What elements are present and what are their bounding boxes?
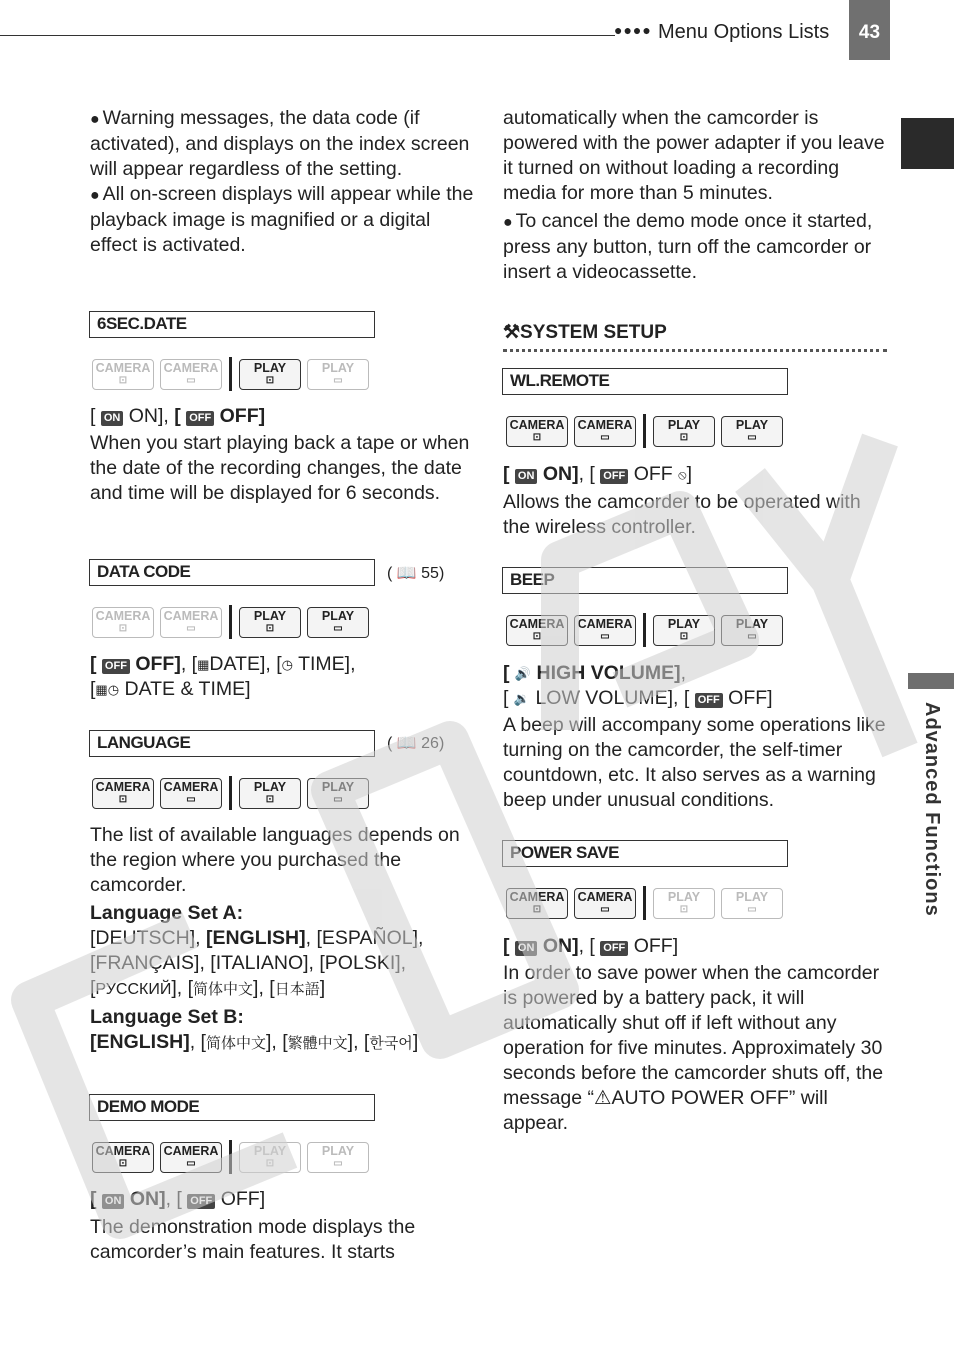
calendar-clock-icon: ▦◷ <box>95 682 120 697</box>
mode-icons-wlremote <box>506 413 789 449</box>
speaker-high-icon: 🔊 <box>514 666 532 681</box>
intro-notes <box>90 106 475 258</box>
mode-icons-beep <box>506 612 789 648</box>
mode-play-card-icon: PLAY ▭ <box>307 607 369 638</box>
mode-icons-demo <box>92 1139 375 1175</box>
options-demo: [ ON ON], [ OFF OFF] <box>90 1188 266 1210</box>
language-set-a-title: Language Set A: <box>90 902 244 924</box>
desc-beep: A beep will accompany some operations like turning on the camcorder, the self-timer countdown, etc. It also serves as a warning beep under unusual conditions. <box>503 714 886 811</box>
mode-icons-language <box>92 775 375 811</box>
speaker-low-icon: 🔉 <box>513 691 531 706</box>
mode-separator <box>643 613 646 647</box>
section-tab <box>901 118 954 169</box>
mode-play-tape-icon: PLAY ⊡ <box>653 888 715 919</box>
remote-off-icon: ⦸ <box>678 467 687 482</box>
menu-wl-remote: WL.REMOTE <box>502 368 788 395</box>
mode-camera-card-icon: CAMERA ▭ <box>160 607 222 638</box>
book-icon: 📖 <box>396 565 417 582</box>
mode-separator <box>643 414 646 448</box>
mode-camera-card-icon: CAMERA ▭ <box>160 359 222 390</box>
warning-icon: ⚠ <box>594 1087 612 1109</box>
mode-play-card-icon: PLAY ▭ <box>307 778 369 809</box>
menu-6sec-date: 6SEC.DATE <box>89 311 375 338</box>
mode-camera-tape-icon: CAMERA ⊡ <box>92 1142 154 1173</box>
mode-camera-card-icon: CAMERA ▭ <box>160 1142 222 1173</box>
mode-icons-datacode <box>92 604 375 640</box>
wrench-icon: ⚒ <box>503 322 521 343</box>
mode-camera-card-icon: CAMERA ▭ <box>574 416 636 447</box>
mode-camera-card-icon: CAMERA ▭ <box>574 615 636 646</box>
mode-separator <box>229 776 232 810</box>
side-label: Advanced Functions <box>921 702 943 917</box>
mode-play-card-icon: PLAY ▭ <box>721 416 783 447</box>
option-beep-high: [ 🔊 HIGH VOLUME], <box>503 662 687 684</box>
mode-icons-6sec <box>92 356 375 392</box>
mode-play-tape-icon: PLAY ⊡ <box>239 778 301 809</box>
menu-beep: BEEP <box>502 567 788 594</box>
mode-play-tape-icon: PLAY ⊡ <box>653 615 715 646</box>
mode-camera-tape-icon: CAMERA ⊡ <box>506 888 568 919</box>
calendar-icon: ▦ <box>197 657 210 672</box>
mode-camera-tape-icon: CAMERA ⊡ <box>92 607 154 638</box>
demo-cont-text: automatically when the camcorder is powered with the power adapter if you leave it turned on without loading a recording media for more than 5 minutes. <box>503 107 885 204</box>
language-desc <box>90 823 475 1056</box>
mode-camera-tape-icon: CAMERA ⊡ <box>92 778 154 809</box>
mode-separator <box>229 357 232 391</box>
mode-separator <box>643 886 646 920</box>
header-title: Menu Options Lists <box>658 21 830 43</box>
options-6sec: [ ON ON], [ OFF OFF] <box>90 405 266 427</box>
mode-icons-powersave <box>506 885 789 921</box>
mode-play-tape-icon: PLAY ⊡ <box>653 416 715 447</box>
menu-data-code: DATA CODE <box>89 559 375 586</box>
header-dots: ●●●● <box>614 22 652 38</box>
page-ref-datacode: ( 📖 55) <box>387 565 445 582</box>
book-icon: 📖 <box>396 735 417 752</box>
desc-demo: The demonstration mode displays the camcorder’s main features. It starts <box>90 1216 416 1263</box>
mode-play-tape-icon: PLAY ⊡ <box>239 359 301 390</box>
language-set-b-title: Language Set B: <box>90 1006 244 1028</box>
language-intro: The list of available languages depends on the region where you purchased the camcorder. <box>90 824 460 896</box>
mode-play-tape-icon: PLAY ⊡ <box>239 1142 301 1173</box>
options-datacode-2: [▦◷ DATE & TIME] <box>90 678 251 700</box>
mode-play-card-icon: PLAY ▭ <box>307 359 369 390</box>
desc-powersave: In order to save power when the camcorder is powered by a battery pack, it will automatically shut off if left without any operation for five minutes. Approximately 30 seconds before the camcorder shuts off, the message “⚠AUTO POWER OFF” will appear. <box>503 962 884 1134</box>
system-setup-heading: ⚒SYSTEM SETUP <box>503 322 667 343</box>
options-datacode: [ OFF OFF], [▦DATE], [◷ TIME], <box>90 653 356 675</box>
options-powersave: [ ON ON], [ OFF OFF] <box>503 935 679 957</box>
mode-separator <box>229 1140 232 1174</box>
mode-camera-tape-icon: CAMERA ⊡ <box>506 416 568 447</box>
page-ref-language: ( 📖 26) <box>387 735 445 752</box>
mode-camera-card-icon: CAMERA ▭ <box>160 778 222 809</box>
options-wlremote: [ ON ON], [ OFF OFF ⦸] <box>503 463 693 485</box>
intro-note-2: ● All on-screen displays will appear while the playback image is magnified or a digital effect is activated. <box>90 182 475 258</box>
desc-wlremote: Allows the camcorder to be operated with the wireless controller. <box>503 491 861 538</box>
language-set-a: [DEUTSCH], [ENGLISH], [ESPAÑOL], [FRANÇAIS], [ITALIANO], [POLSKI], [РУССКИЙ], [简体中文], [日本語] <box>90 927 424 999</box>
mode-play-card-icon: PLAY ▭ <box>307 1142 369 1173</box>
mode-camera-card-icon: CAMERA ▭ <box>574 888 636 919</box>
mode-play-card-icon: PLAY ▭ <box>721 888 783 919</box>
mode-camera-tape-icon: CAMERA ⊡ <box>92 359 154 390</box>
mode-separator <box>229 605 232 639</box>
option-beep-low: [ 🔉 LOW VOLUME], [ OFF OFF] <box>503 687 773 709</box>
menu-demo-mode: DEMO MODE <box>89 1094 375 1121</box>
intro-note-1: ● Warning messages, the data code (if activated), and displays on the index screen will appear regardless of the setting. <box>90 106 475 182</box>
menu-power-save: POWER SAVE <box>502 840 788 867</box>
page-number: 43 <box>849 0 890 60</box>
header-rule <box>0 35 615 36</box>
desc-6sec: When you start playing back a tape or when the date of the recording changes, the date and time will be displayed for 6 seconds. <box>90 432 470 504</box>
dotted-rule <box>503 349 887 352</box>
demo-continued <box>503 106 893 285</box>
mode-camera-tape-icon: CAMERA ⊡ <box>506 615 568 646</box>
menu-language: LANGUAGE <box>89 730 375 757</box>
language-set-b: [ENGLISH], [简体中文], [繁體中文], [한국어] <box>90 1031 419 1053</box>
section-marker <box>908 673 954 689</box>
demo-cancel-note: ● To cancel the demo mode once it started, press any button, turn off the camcorder or insert a videocassette. <box>503 209 893 285</box>
mode-play-tape-icon: PLAY ⊡ <box>239 607 301 638</box>
mode-play-card-icon: PLAY ▭ <box>721 615 783 646</box>
clock-icon: ◷ <box>281 657 293 672</box>
